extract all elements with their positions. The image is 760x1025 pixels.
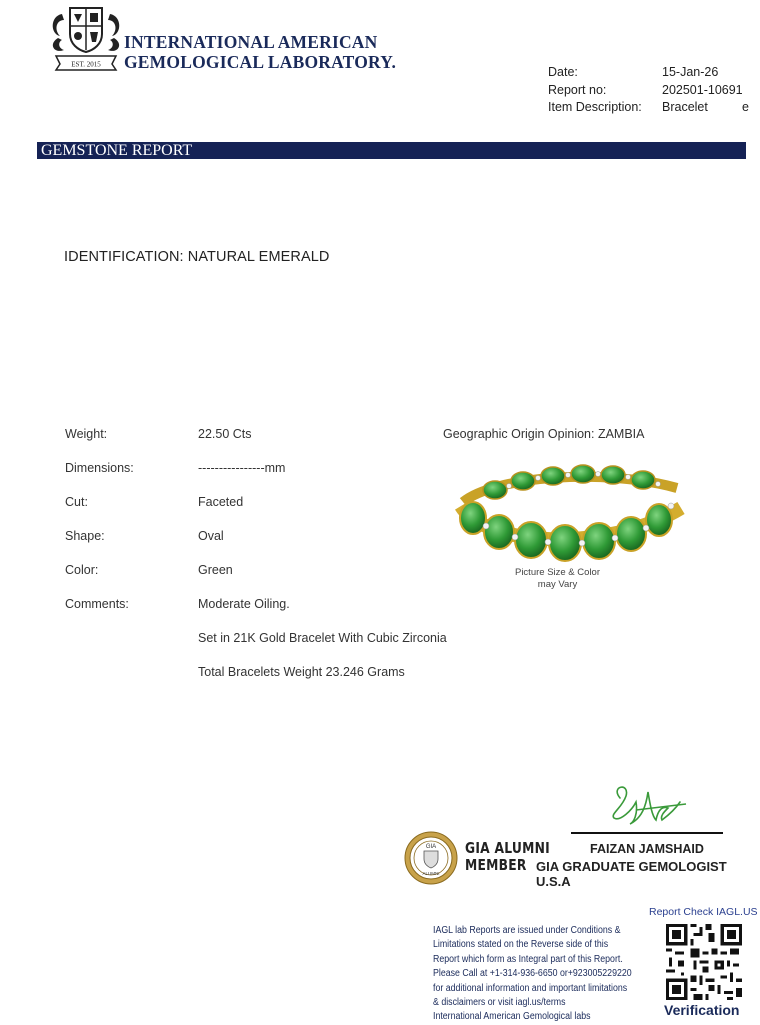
gia-alumni-text xyxy=(465,840,550,874)
bracelet-photo xyxy=(455,462,687,566)
date-label: Date: xyxy=(548,65,578,79)
report-title-banner: GEMSTONE REPORT xyxy=(37,142,746,159)
disclaimer-line: Limitations stated on the Reverse side of this xyxy=(433,939,609,951)
disclaimer xyxy=(433,924,635,1025)
item-description-label: Item Description: xyxy=(548,100,642,114)
weight-label: Weight: xyxy=(65,427,108,441)
dimensions-label: Dimensions: xyxy=(65,461,134,475)
item-description-value: Bracelet xyxy=(662,100,708,114)
geographic-origin: Geographic Origin Opinion: ZAMBIA xyxy=(443,427,645,441)
report-no-label: Report no: xyxy=(548,82,607,97)
photo-caption-line2: may Vary xyxy=(537,579,578,590)
disclaimer-line: & disclaimers or visit iagl.us/terms xyxy=(433,997,566,1009)
disclaimer-line: International American Gemological labs xyxy=(433,1011,591,1023)
photo-caption-line1: Picture Size & Color xyxy=(514,567,600,578)
verification-qr-code[interactable] xyxy=(666,924,742,1000)
comment-line-1: Moderate Oiling. xyxy=(198,597,290,611)
gia-alumni-line2: MEMBER xyxy=(465,856,527,874)
shape-label: Shape: xyxy=(65,529,105,543)
org-name-line1: INTERNATIONAL AMERICAN xyxy=(124,32,378,52)
gia-alumni-line1: GIA ALUMNI xyxy=(465,839,550,857)
comment-line-2: Set in 21K Gold Bracelet With Cubic Zirconia xyxy=(198,631,447,645)
signer-title: GIA GRADUATE GEMOLOGIST U.S.A xyxy=(536,859,727,889)
signature-line xyxy=(571,832,723,834)
gia-seal-text: GIA xyxy=(425,844,437,850)
org-name xyxy=(124,32,396,72)
handwritten-signature xyxy=(606,780,690,830)
comment-line-3: Total Bracelets Weight 23.246 Grams xyxy=(198,665,405,679)
org-name-line2: GEMOLOGICAL LABORATORY. xyxy=(124,52,397,72)
disclaimer-line: Report which form as Integral part of this Report. xyxy=(433,953,623,965)
comments-label: Comments: xyxy=(65,597,129,611)
photo-caption xyxy=(500,567,615,591)
color-value: Green xyxy=(198,563,233,577)
item-description-extra: e xyxy=(742,100,749,114)
cut-value: Faceted xyxy=(198,495,244,509)
gia-seal-subtext: ALUMNI xyxy=(422,871,440,876)
weight-value: 22.50 Cts xyxy=(198,427,252,441)
dimensions-value: ----------------mm xyxy=(198,461,286,475)
disclaimer-line: Please Call at +1-314-936-6650 or+923005229220 xyxy=(433,968,632,980)
color-label: Color: xyxy=(65,563,99,577)
shape-value: Oval xyxy=(198,529,224,543)
report-no-value: 202501-10691 xyxy=(662,82,743,97)
cut-label: Cut: xyxy=(65,495,88,509)
verification-label: Verification xyxy=(664,1002,740,1018)
report-meta xyxy=(548,64,749,117)
date-value: 15-Jan-26 xyxy=(662,65,719,79)
iagl-crest-logo xyxy=(48,4,124,72)
gia-alumni-seal xyxy=(404,831,458,885)
disclaimer-line: IAGL lab Reports are issued under Conditions & xyxy=(433,925,621,936)
disclaimer-line: for additional information and important limitations xyxy=(433,982,628,994)
signer-name: FAIZAN JAMSHAID xyxy=(590,842,704,856)
logo-est-text: EST. 2015 xyxy=(71,60,101,69)
identification: IDENTIFICATION: NATURAL EMERALD xyxy=(64,249,330,265)
report-check-text: Report Check IAGL.US xyxy=(649,906,758,918)
